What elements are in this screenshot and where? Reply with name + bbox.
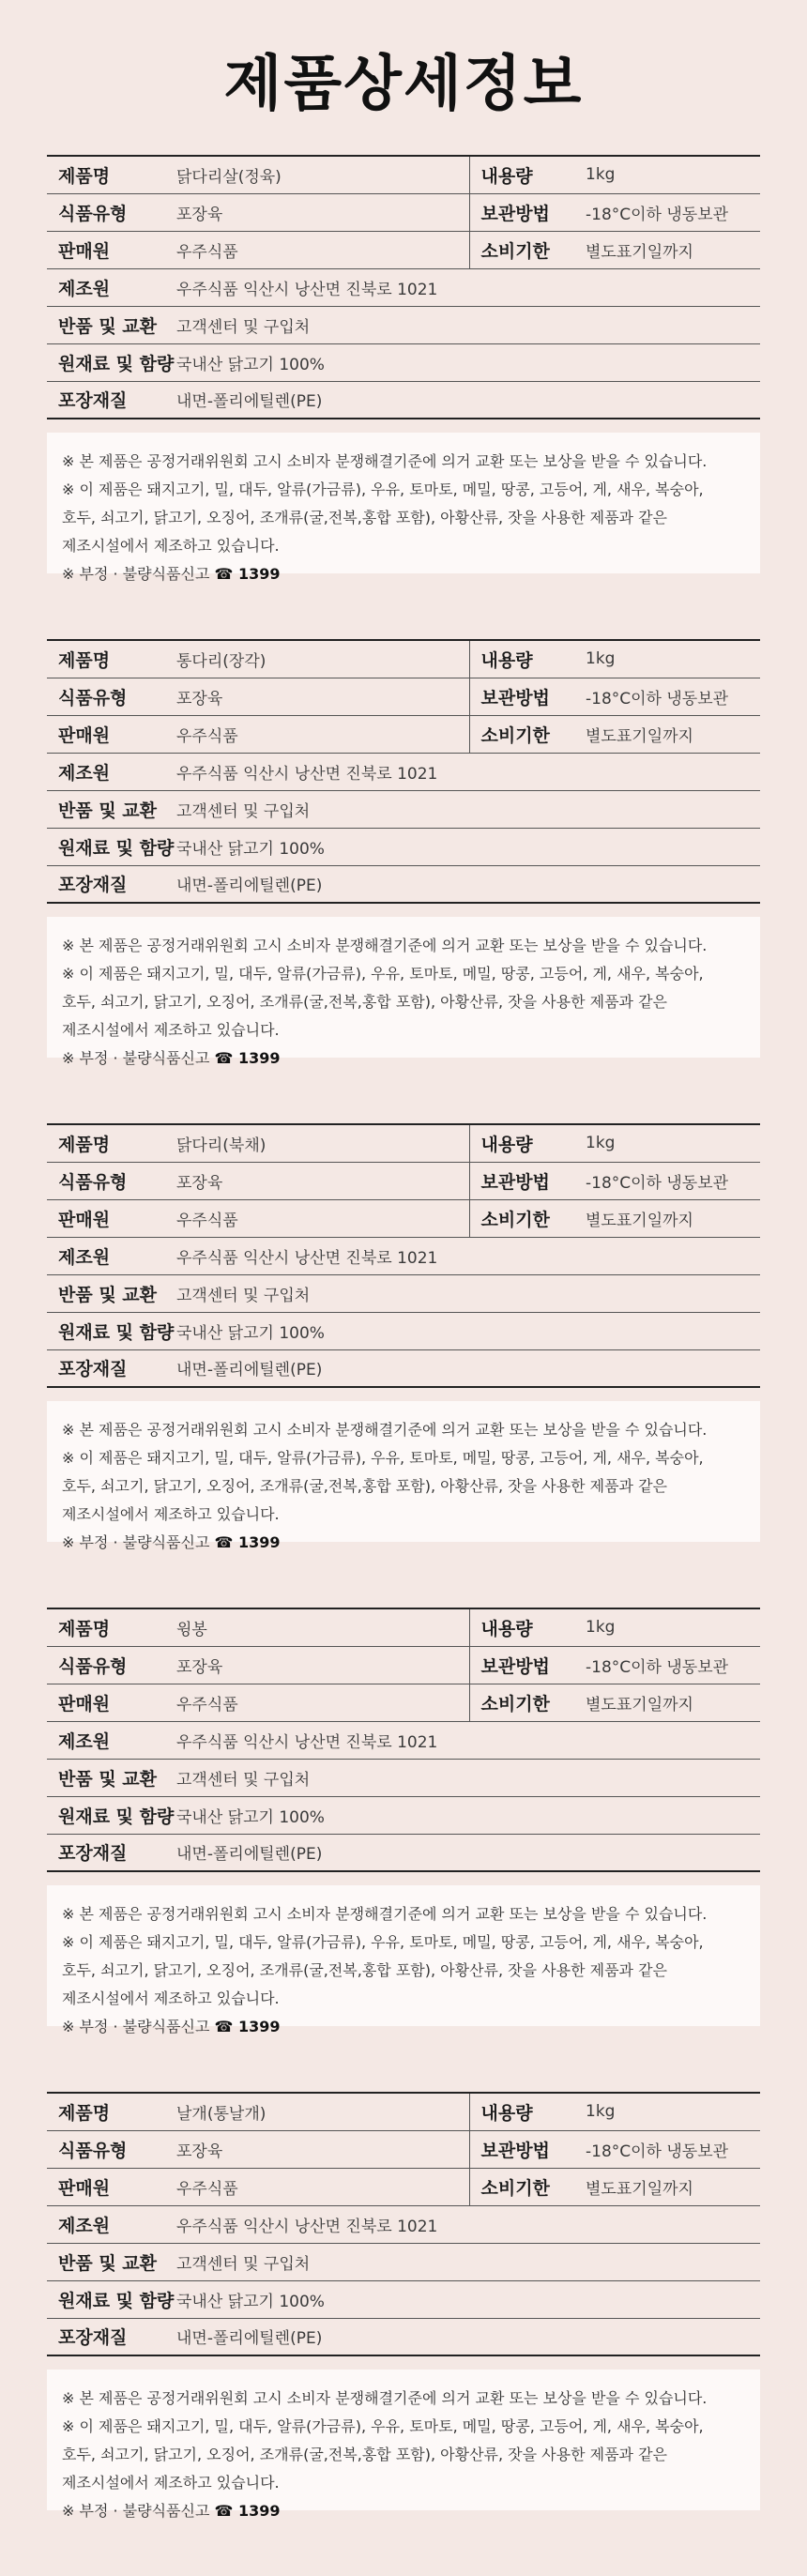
- ingredients-value: 국내산 닭고기 100%: [176, 2280, 760, 2318]
- food-type-label: 식품유형: [47, 2130, 176, 2168]
- storage-label: 보관방법: [469, 678, 586, 715]
- notice-line: ※ 이 제품은 돼지고기, 밀, 대두, 알류(가금류), 우유, 토마토, 메밀, 땅콩, 고등어, 게, 새우, 복숭아,: [62, 2417, 704, 2435]
- table-row: [47, 381, 760, 419]
- table-row: [47, 2205, 760, 2243]
- exchange-label: 반품 및 교환: [47, 790, 176, 828]
- seller-label: 판매원: [47, 231, 176, 268]
- table-row: [47, 2280, 760, 2318]
- page-title: 제품상세정보: [223, 50, 584, 119]
- table-row: [47, 2093, 760, 2130]
- expiry-label: 소비기한: [469, 715, 586, 753]
- table-row: [47, 2243, 760, 2280]
- notice-line: ※ 이 제품은 돼지고기, 밀, 대두, 알류(가금류), 우유, 토마토, 메밀, 땅콩, 고등어, 게, 새우, 복숭아,: [62, 480, 704, 498]
- report-phone: ☎ 1399: [214, 1533, 281, 1551]
- product-name-label: 제품명: [47, 156, 176, 193]
- table-row: [47, 790, 760, 828]
- content-value: 1kg: [586, 156, 760, 193]
- ingredients-value: 국내산 닭고기 100%: [176, 1796, 760, 1834]
- exchange-value: 고객센터 및 구입처: [176, 1759, 760, 1796]
- table-row: [47, 1124, 760, 1162]
- table-row: [47, 1834, 760, 1871]
- notice-line: 호두, 쇠고기, 닭고기, 오징어, 조개류(굴,전복,홍합 포함), 아황산류, 잣을 사용한 제품과 같은: [62, 1961, 667, 1979]
- seller-value: 우주식품: [176, 715, 469, 753]
- food-type-value: 포장육: [176, 2130, 469, 2168]
- product-name-value: 윙봉: [176, 1608, 469, 1646]
- storage-label: 보관방법: [469, 2130, 586, 2168]
- report-label: ※ 부정 · 불량식품신고: [62, 2018, 210, 2035]
- table-row: [47, 2318, 760, 2355]
- packaging-value: 내면-폴리에틸렌(PE): [176, 876, 323, 896]
- ingredients-label: 원재료 및 함량: [47, 828, 176, 865]
- notice-line: ※ 이 제품은 돼지고기, 밀, 대두, 알류(가금류), 우유, 토마토, 메밀, 땅콩, 고등어, 게, 새우, 복숭아,: [62, 965, 704, 983]
- table-row: [47, 1646, 760, 1684]
- storage-label: 보관방법: [469, 1646, 586, 1684]
- product-info-table: [47, 155, 760, 419]
- manufacturer-label: 제조원: [47, 753, 176, 790]
- manufacturer-label: 제조원: [47, 268, 176, 306]
- manufacturer-label: 제조원: [47, 1721, 176, 1759]
- food-type-label: 식품유형: [47, 678, 176, 715]
- exchange-label: 반품 및 교환: [47, 1274, 176, 1312]
- product-info-table: [47, 1123, 760, 1388]
- exchange-label: 반품 및 교환: [47, 1759, 176, 1796]
- expiry-label: 소비기한: [469, 231, 586, 268]
- expiry-value: 별도표기일까지: [586, 715, 760, 753]
- table-row: [47, 193, 760, 231]
- table-row: [47, 1349, 760, 1387]
- product-name-value: 닭다리살(정육): [176, 156, 469, 193]
- report-phone: ☎ 1399: [214, 2018, 281, 2035]
- ingredients-label: 원재료 및 함량: [47, 2280, 176, 2318]
- table-row: [47, 715, 760, 753]
- product-info-section: [47, 1123, 760, 1551]
- table-row: [47, 156, 760, 193]
- product-name-value: 날개(통날개): [176, 2093, 469, 2130]
- product-name-label: 제품명: [47, 2093, 176, 2130]
- product-info-section: [47, 2092, 760, 2520]
- report-line: [62, 2013, 745, 2041]
- notice-line: 호두, 쇠고기, 닭고기, 오징어, 조개류(굴,전복,홍합 포함), 아황산류, 잣을 사용한 제품과 같은: [62, 2446, 667, 2463]
- seller-value: 우주식품: [176, 1199, 469, 1237]
- seller-value: 우주식품: [176, 231, 469, 268]
- exchange-value: 고객센터 및 구입처: [176, 306, 760, 343]
- manufacturer-label: 제조원: [47, 1237, 176, 1274]
- expiry-label: 소비기한: [469, 1684, 586, 1721]
- product-info-table: [47, 639, 760, 904]
- ingredients-label: 원재료 및 함량: [47, 1796, 176, 1834]
- notice-line: 호두, 쇠고기, 닭고기, 오징어, 조개류(굴,전복,홍합 포함), 아황산류, 잣을 사용한 제품과 같은: [62, 993, 667, 1011]
- packaging-value: 내면-폴리에틸렌(PE): [176, 1845, 323, 1865]
- storage-value: -18°C이하 냉동보관: [586, 1646, 760, 1684]
- product-name-label: 제품명: [47, 1124, 176, 1162]
- storage-label: 보관방법: [469, 1162, 586, 1199]
- notice-line: 제조시설에서 제조하고 있습니다.: [62, 1021, 280, 1039]
- exchange-value: 고객센터 및 구입처: [176, 2243, 760, 2280]
- table-row: [47, 865, 760, 903]
- notice-line: ※ 이 제품은 돼지고기, 밀, 대두, 알류(가금류), 우유, 토마토, 메밀, 땅콩, 고등어, 게, 새우, 복숭아,: [62, 1933, 704, 1951]
- seller-label: 판매원: [47, 1199, 176, 1237]
- table-row: [47, 678, 760, 715]
- product-name-value: 닭다리(북채): [176, 1124, 469, 1162]
- seller-value: 우주식품: [176, 2168, 469, 2205]
- ingredients-label: 원재료 및 함량: [47, 1312, 176, 1349]
- content-label: 내용량: [469, 156, 586, 193]
- notice-line: ※ 본 제품은 공정거래위원회 고시 소비자 분쟁해결기준에 의거 교환 또는 보상을 받을 수 있습니다.: [62, 1421, 708, 1439]
- report-line: [62, 2497, 745, 2525]
- product-info-section: [47, 1608, 760, 2035]
- table-row: [47, 306, 760, 343]
- report-line: [62, 1044, 745, 1073]
- packaging-label: 포장재질: [58, 875, 128, 896]
- storage-value: -18°C이하 냉동보관: [586, 1162, 760, 1199]
- product-name-value: 통다리(장각): [176, 640, 469, 678]
- product-info-table: [47, 2092, 760, 2356]
- table-row: [47, 1162, 760, 1199]
- notice-line: ※ 본 제품은 공정거래위원회 고시 소비자 분쟁해결기준에 의거 교환 또는 보상을 받을 수 있습니다.: [62, 2389, 708, 2407]
- table-row: [47, 753, 760, 790]
- expiry-label: 소비기한: [469, 1199, 586, 1237]
- table-row: [47, 2130, 760, 2168]
- notice-line: 제조시설에서 제조하고 있습니다.: [62, 1505, 280, 1523]
- table-row: [47, 640, 760, 678]
- table-row: [47, 1684, 760, 1721]
- product-info-section: [47, 639, 760, 1067]
- seller-value: 우주식품: [176, 1684, 469, 1721]
- manufacturer-value: 우주식품 익산시 낭산면 진북로 1021: [176, 753, 760, 790]
- notice-box: [47, 917, 760, 1067]
- ingredients-value: 국내산 닭고기 100%: [176, 828, 760, 865]
- food-type-value: 포장육: [176, 1162, 469, 1199]
- ingredients-value: 국내산 닭고기 100%: [176, 1312, 760, 1349]
- notice-line: 제조시설에서 제조하고 있습니다.: [62, 537, 280, 555]
- report-label: ※ 부정 · 불량식품신고: [62, 2502, 210, 2520]
- notice-line: ※ 본 제품은 공정거래위원회 고시 소비자 분쟁해결기준에 의거 교환 또는 보상을 받을 수 있습니다.: [62, 1905, 708, 1923]
- notice-line: ※ 이 제품은 돼지고기, 밀, 대두, 알류(가금류), 우유, 토마토, 메밀, 땅콩, 고등어, 게, 새우, 복숭아,: [62, 1449, 704, 1467]
- seller-label: 판매원: [47, 715, 176, 753]
- manufacturer-value: 우주식품 익산시 낭산면 진북로 1021: [176, 2205, 760, 2243]
- content-value: 1kg: [586, 2093, 760, 2130]
- notice-line: 제조시설에서 제조하고 있습니다.: [62, 1989, 280, 2007]
- table-row: [47, 231, 760, 268]
- food-type-value: 포장육: [176, 678, 469, 715]
- expiry-value: 별도표기일까지: [586, 1199, 760, 1237]
- report-phone: ☎ 1399: [214, 565, 281, 583]
- expiry-value: 별도표기일까지: [586, 2168, 760, 2205]
- table-row: [47, 343, 760, 381]
- notice-box: [47, 1885, 760, 2035]
- product-info-table: [47, 1608, 760, 1872]
- exchange-value: 고객센터 및 구입처: [176, 790, 760, 828]
- seller-label: 판매원: [47, 1684, 176, 1721]
- food-type-value: 포장육: [176, 1646, 469, 1684]
- product-name-label: 제품명: [47, 1608, 176, 1646]
- table-row: [47, 1237, 760, 1274]
- packaging-value: 내면-폴리에틸렌(PE): [176, 392, 323, 412]
- notice-box: [47, 433, 760, 583]
- table-row: [47, 268, 760, 306]
- notice-line: 호두, 쇠고기, 닭고기, 오징어, 조개류(굴,전복,홍합 포함), 아황산류, 잣을 사용한 제품과 같은: [62, 509, 667, 526]
- table-row: [47, 1759, 760, 1796]
- content-label: 내용량: [469, 640, 586, 678]
- expiry-value: 별도표기일까지: [586, 231, 760, 268]
- manufacturer-value: 우주식품 익산시 낭산면 진북로 1021: [176, 268, 760, 306]
- content-label: 내용량: [469, 1608, 586, 1646]
- table-row: [47, 1796, 760, 1834]
- notice-line: ※ 본 제품은 공정거래위원회 고시 소비자 분쟁해결기준에 의거 교환 또는 보상을 받을 수 있습니다.: [62, 937, 708, 954]
- food-type-label: 식품유형: [47, 1162, 176, 1199]
- report-phone: ☎ 1399: [214, 1049, 281, 1067]
- report-phone: ☎ 1399: [214, 2502, 281, 2520]
- product-name-label: 제품명: [47, 640, 176, 678]
- packaging-label: 포장재질: [58, 1359, 128, 1380]
- content-label: 내용량: [469, 1124, 586, 1162]
- report-line: [62, 560, 745, 588]
- expiry-label: 소비기한: [469, 2168, 586, 2205]
- notice-box: [47, 2370, 760, 2520]
- expiry-value: 별도표기일까지: [586, 1684, 760, 1721]
- manufacturer-value: 우주식품 익산시 낭산면 진북로 1021: [176, 1721, 760, 1759]
- table-row: [47, 2168, 760, 2205]
- table-row: [47, 1608, 760, 1646]
- report-label: ※ 부정 · 불량식품신고: [62, 1533, 210, 1551]
- notice-box: [47, 1401, 760, 1551]
- food-type-value: 포장육: [176, 193, 469, 231]
- content-value: 1kg: [586, 1608, 760, 1646]
- table-row: [47, 1274, 760, 1312]
- packaging-value: 내면-폴리에틸렌(PE): [176, 2329, 323, 2349]
- table-row: [47, 1312, 760, 1349]
- exchange-value: 고객센터 및 구입처: [176, 1274, 760, 1312]
- exchange-label: 반품 및 교환: [47, 2243, 176, 2280]
- food-type-label: 식품유형: [47, 193, 176, 231]
- manufacturer-label: 제조원: [47, 2205, 176, 2243]
- storage-label: 보관방법: [469, 193, 586, 231]
- packaging-label: 포장재질: [58, 2327, 128, 2349]
- product-info-section: [47, 155, 760, 583]
- notice-line: 제조시설에서 제조하고 있습니다.: [62, 2474, 280, 2492]
- manufacturer-value: 우주식품 익산시 낭산면 진북로 1021: [176, 1237, 760, 1274]
- packaging-label: 포장재질: [58, 1843, 128, 1865]
- exchange-label: 반품 및 교환: [47, 306, 176, 343]
- notice-line: 호두, 쇠고기, 닭고기, 오징어, 조개류(굴,전복,홍합 포함), 아황산류, 잣을 사용한 제품과 같은: [62, 1477, 667, 1495]
- table-row: [47, 828, 760, 865]
- report-label: ※ 부정 · 불량식품신고: [62, 1049, 210, 1067]
- seller-label: 판매원: [47, 2168, 176, 2205]
- packaging-value: 내면-폴리에틸렌(PE): [176, 1361, 323, 1380]
- storage-value: -18°C이하 냉동보관: [586, 193, 760, 231]
- content-label: 내용량: [469, 2093, 586, 2130]
- storage-value: -18°C이하 냉동보관: [586, 678, 760, 715]
- notice-line: ※ 본 제품은 공정거래위원회 고시 소비자 분쟁해결기준에 의거 교환 또는 보상을 받을 수 있습니다.: [62, 452, 708, 470]
- storage-value: -18°C이하 냉동보관: [586, 2130, 760, 2168]
- table-row: [47, 1199, 760, 1237]
- table-row: [47, 1721, 760, 1759]
- content-value: 1kg: [586, 640, 760, 678]
- food-type-label: 식품유형: [47, 1646, 176, 1684]
- content-value: 1kg: [586, 1124, 760, 1162]
- report-line: [62, 1529, 745, 1557]
- ingredients-label: 원재료 및 함량: [47, 343, 176, 381]
- packaging-label: 포장재질: [58, 390, 128, 412]
- report-label: ※ 부정 · 불량식품신고: [62, 565, 210, 583]
- ingredients-value: 국내산 닭고기 100%: [176, 343, 760, 381]
